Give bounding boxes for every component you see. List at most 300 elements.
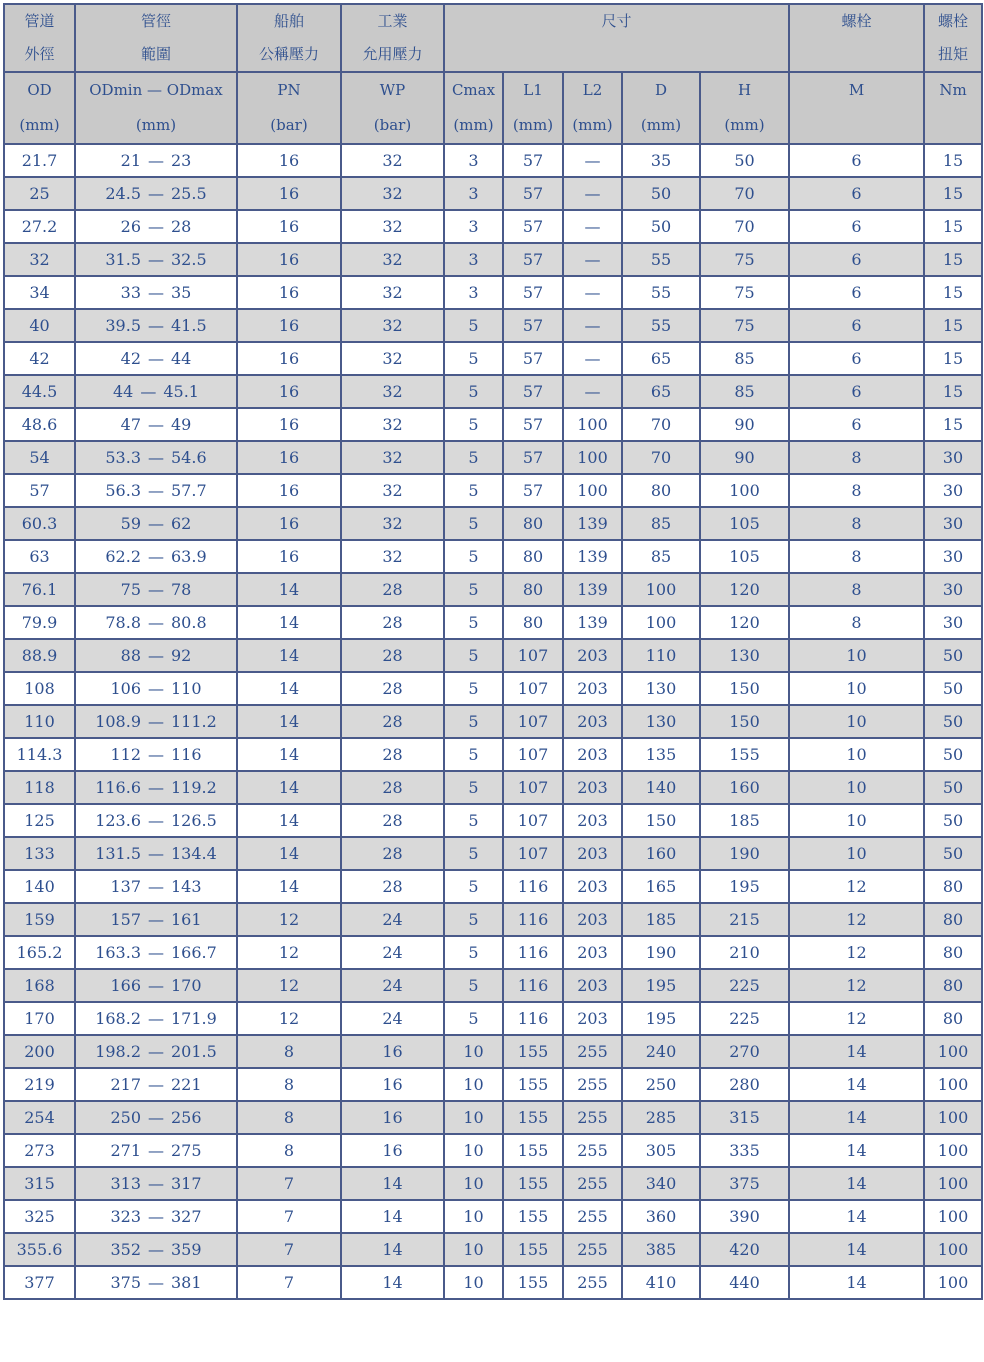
cell-h-value: 105	[729, 547, 760, 566]
cell-cmax	[444, 903, 503, 936]
cell-od	[4, 1167, 75, 1200]
range-min-value: 88	[120, 646, 141, 665]
cell-d	[622, 771, 700, 804]
cell-range	[75, 1134, 237, 1167]
cell-m-value: 10	[846, 778, 867, 797]
cell-l2	[563, 705, 622, 738]
cell-od-value: 57	[29, 481, 50, 500]
cell-wp	[341, 771, 444, 804]
cell-cmax	[444, 474, 503, 507]
range-max-value: 41.5	[171, 316, 207, 335]
cell-l1	[503, 144, 563, 177]
cell-nm-value: 80	[942, 1009, 964, 1028]
cell-m	[789, 705, 924, 738]
cell-nm	[924, 672, 982, 705]
cell-od-value: 63	[29, 547, 50, 566]
cell-l2	[563, 1035, 622, 1068]
cell-nm	[924, 1068, 982, 1101]
cell-m-value: 12	[846, 877, 867, 896]
range-min-value: 39.5	[105, 316, 141, 335]
cell-d	[622, 507, 700, 540]
cell-pn-value: 16	[278, 217, 300, 236]
header-wp	[341, 72, 444, 144]
cell-d-value: 195	[645, 976, 677, 995]
cell-m	[789, 408, 924, 441]
cell-l1	[503, 408, 563, 441]
range-separator: —	[148, 250, 164, 269]
cell-nm-value: 50	[942, 712, 964, 731]
cell-range	[75, 837, 237, 870]
cell-cmax-value: 5	[468, 349, 479, 368]
cell-h-value: 105	[729, 514, 760, 533]
range-max-value: 78	[171, 580, 192, 599]
cell-l1	[503, 1134, 563, 1167]
cell-d-value: 80	[650, 481, 672, 500]
cell-l1-value: 116	[517, 1009, 549, 1028]
cell-l1	[503, 1101, 563, 1134]
cell-pn-value: 16	[278, 283, 300, 302]
cell-d-value: 65	[650, 349, 672, 368]
table-row	[4, 1266, 982, 1299]
cell-od-value: 165.2	[16, 943, 63, 962]
cell-h	[700, 771, 789, 804]
cell-d-value: 285	[645, 1108, 677, 1127]
range-separator: —	[148, 811, 164, 830]
cell-cmax	[444, 1266, 503, 1299]
cell-pn	[237, 870, 341, 903]
cell-h	[700, 903, 789, 936]
cell-cmax-value: 5	[468, 745, 479, 764]
cell-pn	[237, 1233, 341, 1266]
cell-cmax-value: 10	[463, 1207, 484, 1226]
cell-d-value: 70	[650, 448, 672, 467]
header-d-unit: (mm)	[640, 116, 682, 134]
cell-l1	[503, 771, 563, 804]
cell-m	[789, 1035, 924, 1068]
cell-nm	[924, 474, 982, 507]
header-group-row	[4, 4, 982, 72]
cell-pn	[237, 309, 341, 342]
range-separator: —	[148, 844, 164, 863]
range-min-value: 108.9	[95, 712, 141, 731]
cell-cmax-value: 10	[463, 1240, 484, 1259]
range-min-value: 26	[120, 217, 141, 236]
cell-l1	[503, 870, 563, 903]
cell-l1-value: 80	[522, 547, 544, 566]
cell-l2-value: 255	[577, 1108, 608, 1127]
cell-od	[4, 144, 75, 177]
cell-cmax-value: 5	[468, 415, 479, 434]
cell-wp-value: 32	[382, 283, 403, 302]
range-max-value: 119.2	[171, 778, 217, 797]
cell-l1-value: 107	[517, 679, 549, 698]
cell-l2-value: 203	[577, 877, 608, 896]
cell-m-value: 8	[851, 514, 862, 533]
cell-m	[789, 474, 924, 507]
cell-h	[700, 474, 789, 507]
cell-l2	[563, 177, 622, 210]
cell-cmax-value: 10	[463, 1141, 484, 1160]
cell-wp	[341, 573, 444, 606]
cell-pn-value: 16	[278, 547, 300, 566]
cell-od	[4, 738, 75, 771]
cell-pn-value: 14	[278, 580, 300, 599]
range-separator: —	[148, 580, 164, 599]
cell-wp	[341, 507, 444, 540]
cell-od	[4, 672, 75, 705]
cell-nm	[924, 441, 982, 474]
range-max-value: 32.5	[171, 250, 207, 269]
cell-d-value: 85	[650, 514, 672, 533]
cell-nm-value: 30	[942, 613, 964, 632]
cell-pn	[237, 342, 341, 375]
cell-h-value: 215	[729, 910, 760, 929]
cell-cmax	[444, 969, 503, 1002]
cell-cmax-value: 5	[468, 976, 479, 995]
cell-m-value: 10	[846, 679, 867, 698]
cell-wp	[341, 1167, 444, 1200]
range-min-value: 44	[113, 382, 134, 401]
cell-h	[700, 606, 789, 639]
cell-nm	[924, 1233, 982, 1266]
cell-pn	[237, 771, 341, 804]
cell-wp	[341, 1035, 444, 1068]
cell-l2-value: 255	[577, 1042, 608, 1061]
header-torque-group-line2: 扭矩	[937, 45, 968, 63]
range-separator: —	[148, 448, 164, 467]
table-row	[4, 309, 982, 342]
cell-l2	[563, 903, 622, 936]
range-separator: —	[148, 1141, 164, 1160]
cell-wp	[341, 408, 444, 441]
cell-h	[700, 870, 789, 903]
cell-l1-value: 116	[517, 910, 549, 929]
cell-d-value: 35	[650, 151, 672, 170]
cell-wp-value: 14	[382, 1174, 403, 1193]
cell-l2-value: 139	[577, 580, 608, 599]
table-row	[4, 342, 982, 375]
cell-h	[700, 309, 789, 342]
cell-od	[4, 573, 75, 606]
cell-nm	[924, 408, 982, 441]
cell-l1-value: 107	[517, 844, 549, 863]
cell-nm	[924, 969, 982, 1002]
cell-pn-value: 16	[278, 316, 300, 335]
cell-pn	[237, 144, 341, 177]
header-h	[700, 72, 789, 144]
cell-pn-value: 14	[278, 646, 300, 665]
cell-cmax	[444, 1068, 503, 1101]
cell-h	[700, 144, 789, 177]
cell-nm	[924, 1266, 982, 1299]
range-separator: —	[148, 184, 164, 203]
header-od-group-line2: 外徑	[24, 45, 55, 63]
cell-range	[75, 738, 237, 771]
cell-m-value: 12	[846, 976, 867, 995]
cell-pn	[237, 177, 341, 210]
range-min-value: 53.3	[105, 448, 141, 467]
cell-nm	[924, 309, 982, 342]
cell-m	[789, 507, 924, 540]
cell-l1-value: 107	[517, 778, 549, 797]
cell-m	[789, 903, 924, 936]
cell-od-value: 48.6	[21, 415, 58, 434]
cell-od	[4, 705, 75, 738]
cell-cmax	[444, 1167, 503, 1200]
cell-od-value: 168	[24, 976, 55, 995]
range-max-value: 116	[171, 745, 202, 764]
range-max-value: 49	[171, 415, 192, 434]
header-h-label: H	[737, 81, 752, 99]
cell-h-value: 280	[729, 1075, 760, 1094]
cell-l2	[563, 804, 622, 837]
cell-range	[75, 375, 237, 408]
cell-nm-value: 15	[942, 316, 964, 335]
table-body	[4, 144, 982, 1299]
range-max-value: 111.2	[171, 712, 217, 731]
cell-wp-value: 24	[382, 1009, 403, 1028]
cell-l2	[563, 1266, 622, 1299]
cell-od-value: 200	[24, 1042, 55, 1061]
cell-pn-value: 12	[278, 910, 300, 929]
cell-wp-value: 28	[382, 811, 403, 830]
cell-nm-value: 30	[942, 481, 964, 500]
cell-wp-value: 28	[382, 745, 403, 764]
cell-pn	[237, 276, 341, 309]
cell-range	[75, 870, 237, 903]
cell-d	[622, 276, 700, 309]
cell-nm	[924, 936, 982, 969]
cell-l1	[503, 243, 563, 276]
cell-nm	[924, 1035, 982, 1068]
cell-m-value: 14	[846, 1273, 867, 1292]
cell-wp-value: 32	[382, 382, 403, 401]
cell-range	[75, 408, 237, 441]
cell-od	[4, 1035, 75, 1068]
cell-od-value: 54	[29, 448, 50, 467]
cell-m	[789, 672, 924, 705]
cell-cmax	[444, 507, 503, 540]
cell-od	[4, 771, 75, 804]
cell-cmax-value: 5	[468, 712, 479, 731]
cell-l2-value: 100	[577, 415, 608, 434]
cell-pn-value: 16	[278, 151, 300, 170]
table-row	[4, 375, 982, 408]
cell-h-value: 150	[729, 712, 760, 731]
cell-l1-value: 57	[522, 349, 544, 368]
cell-nm-value: 50	[942, 679, 964, 698]
range-min-value: 116.6	[95, 778, 141, 797]
header-nm	[924, 72, 982, 144]
cell-d-value: 65	[650, 382, 672, 401]
cell-pn	[237, 408, 341, 441]
cell-nm-value: 50	[942, 646, 964, 665]
cell-d	[622, 1233, 700, 1266]
header-pn-group-line1: 船舶	[273, 12, 304, 30]
cell-wp-value: 16	[382, 1108, 403, 1127]
cell-nm	[924, 1200, 982, 1233]
cell-d-value: 165	[645, 877, 677, 896]
table-row	[4, 804, 982, 837]
cell-wp	[341, 639, 444, 672]
cell-cmax-value: 5	[468, 778, 479, 797]
cell-m-value: 14	[846, 1075, 867, 1094]
cell-od-value: 34	[29, 283, 50, 302]
cell-od	[4, 870, 75, 903]
cell-cmax-value: 10	[463, 1273, 484, 1292]
cell-od	[4, 507, 75, 540]
range-max-value: 35	[171, 283, 192, 302]
header-torque-group-line1: 螺栓	[937, 12, 968, 30]
cell-wp-value: 16	[382, 1075, 403, 1094]
cell-pn-value: 14	[278, 679, 300, 698]
cell-od-value: 133	[24, 844, 55, 863]
table-row	[4, 903, 982, 936]
cell-wp-value: 32	[382, 481, 403, 500]
cell-m-value: 6	[851, 283, 862, 302]
cell-d	[622, 1101, 700, 1134]
cell-d	[622, 408, 700, 441]
range-separator: —	[140, 382, 157, 401]
cell-d-value: 195	[645, 1009, 677, 1028]
cell-l2-value: —	[584, 349, 601, 368]
cell-pn	[237, 1266, 341, 1299]
cell-pn-value: 14	[278, 613, 300, 632]
cell-h-value: 90	[734, 448, 755, 467]
cell-pn	[237, 837, 341, 870]
cell-d	[622, 1002, 700, 1035]
cell-h	[700, 969, 789, 1002]
cell-range	[75, 342, 237, 375]
cell-od	[4, 474, 75, 507]
cell-h-value: 100	[729, 481, 760, 500]
cell-l1	[503, 507, 563, 540]
cell-range	[75, 573, 237, 606]
cell-pn-value: 12	[278, 976, 300, 995]
table-row	[4, 1233, 982, 1266]
cell-nm	[924, 738, 982, 771]
range-min-value: 42	[120, 349, 141, 368]
cell-l1	[503, 639, 563, 672]
cell-cmax	[444, 177, 503, 210]
range-min-value: 137	[110, 877, 141, 896]
header-cmax-unit: (mm)	[453, 116, 494, 134]
cell-wp	[341, 606, 444, 639]
header-od-group-line1: 管道	[24, 12, 55, 30]
range-min-value: 31.5	[105, 250, 141, 269]
cell-pn-value: 7	[283, 1273, 295, 1292]
cell-wp	[341, 177, 444, 210]
cell-h-value: 85	[734, 382, 755, 401]
range-max-value: 110	[171, 679, 202, 698]
cell-h-value: 375	[729, 1174, 760, 1193]
range-max-value: 54.6	[171, 448, 207, 467]
cell-wp	[341, 243, 444, 276]
cell-d	[622, 375, 700, 408]
cell-cmax-value: 5	[468, 316, 479, 335]
range-max-value: 171.9	[171, 1009, 217, 1028]
cell-wp-value: 32	[382, 217, 403, 236]
cell-l2-value: 203	[577, 1009, 608, 1028]
cell-nm-value: 50	[942, 844, 964, 863]
cell-h	[700, 1233, 789, 1266]
cell-l1	[503, 1167, 563, 1200]
range-separator: —	[148, 1009, 164, 1028]
cell-pn-value: 16	[278, 382, 300, 401]
range-max-value: 143	[171, 877, 202, 896]
cell-cmax-value: 10	[463, 1075, 484, 1094]
cell-l1	[503, 1035, 563, 1068]
cell-pn	[237, 1068, 341, 1101]
cell-h	[700, 375, 789, 408]
cell-m-value: 12	[846, 910, 867, 929]
cell-m	[789, 969, 924, 1002]
cell-pn	[237, 639, 341, 672]
header-wp-unit: (bar)	[373, 116, 412, 134]
cell-od	[4, 1101, 75, 1134]
cell-wp-value: 24	[382, 976, 403, 995]
cell-nm-value: 50	[942, 778, 964, 797]
cell-wp	[341, 870, 444, 903]
cell-pn-value: 16	[278, 250, 300, 269]
cell-wp-value: 32	[382, 415, 403, 434]
cell-l1-value: 80	[522, 580, 544, 599]
range-min-value: 168.2	[95, 1009, 141, 1028]
cell-l1-value: 80	[522, 514, 544, 533]
range-max-value: 25.5	[171, 184, 207, 203]
cell-m-value: 8	[851, 448, 862, 467]
cell-od-value: 125	[24, 811, 55, 830]
cell-wp	[341, 804, 444, 837]
range-separator: —	[148, 1207, 164, 1226]
cell-l2-value: —	[584, 151, 601, 170]
cell-l2-value: 255	[577, 1174, 608, 1193]
cell-l1	[503, 606, 563, 639]
table-row	[4, 837, 982, 870]
cell-range	[75, 1101, 237, 1134]
range-separator: —	[148, 712, 164, 731]
cell-l2-value: 255	[577, 1141, 608, 1160]
cell-od	[4, 1200, 75, 1233]
cell-l1-value: 155	[517, 1141, 549, 1160]
cell-wp	[341, 1068, 444, 1101]
cell-nm-value: 15	[942, 151, 964, 170]
range-min-value: 352	[110, 1240, 141, 1259]
range-max-value: 317	[171, 1174, 202, 1193]
range-separator: —	[148, 910, 164, 929]
cell-d-value: 160	[645, 844, 677, 863]
cell-nm-value: 30	[942, 547, 964, 566]
cell-nm-value: 15	[942, 415, 964, 434]
cell-d	[622, 1266, 700, 1299]
cell-pn-value: 8	[283, 1108, 295, 1127]
range-min-value: 250	[110, 1108, 141, 1127]
cell-nm	[924, 243, 982, 276]
cell-cmax-value: 5	[468, 448, 479, 467]
range-separator: —	[148, 745, 164, 764]
cell-m-value: 14	[846, 1240, 867, 1259]
cell-m-value: 14	[846, 1174, 867, 1193]
cell-l2-value: 255	[577, 1075, 608, 1094]
table-row	[4, 1035, 982, 1068]
cell-m	[789, 606, 924, 639]
cell-d-value: 55	[650, 250, 672, 269]
range-separator: —	[148, 1174, 164, 1193]
cell-pn	[237, 375, 341, 408]
cell-cmax-value: 5	[468, 910, 479, 929]
header-pn-group	[237, 4, 341, 72]
cell-l2-value: 203	[577, 943, 608, 962]
